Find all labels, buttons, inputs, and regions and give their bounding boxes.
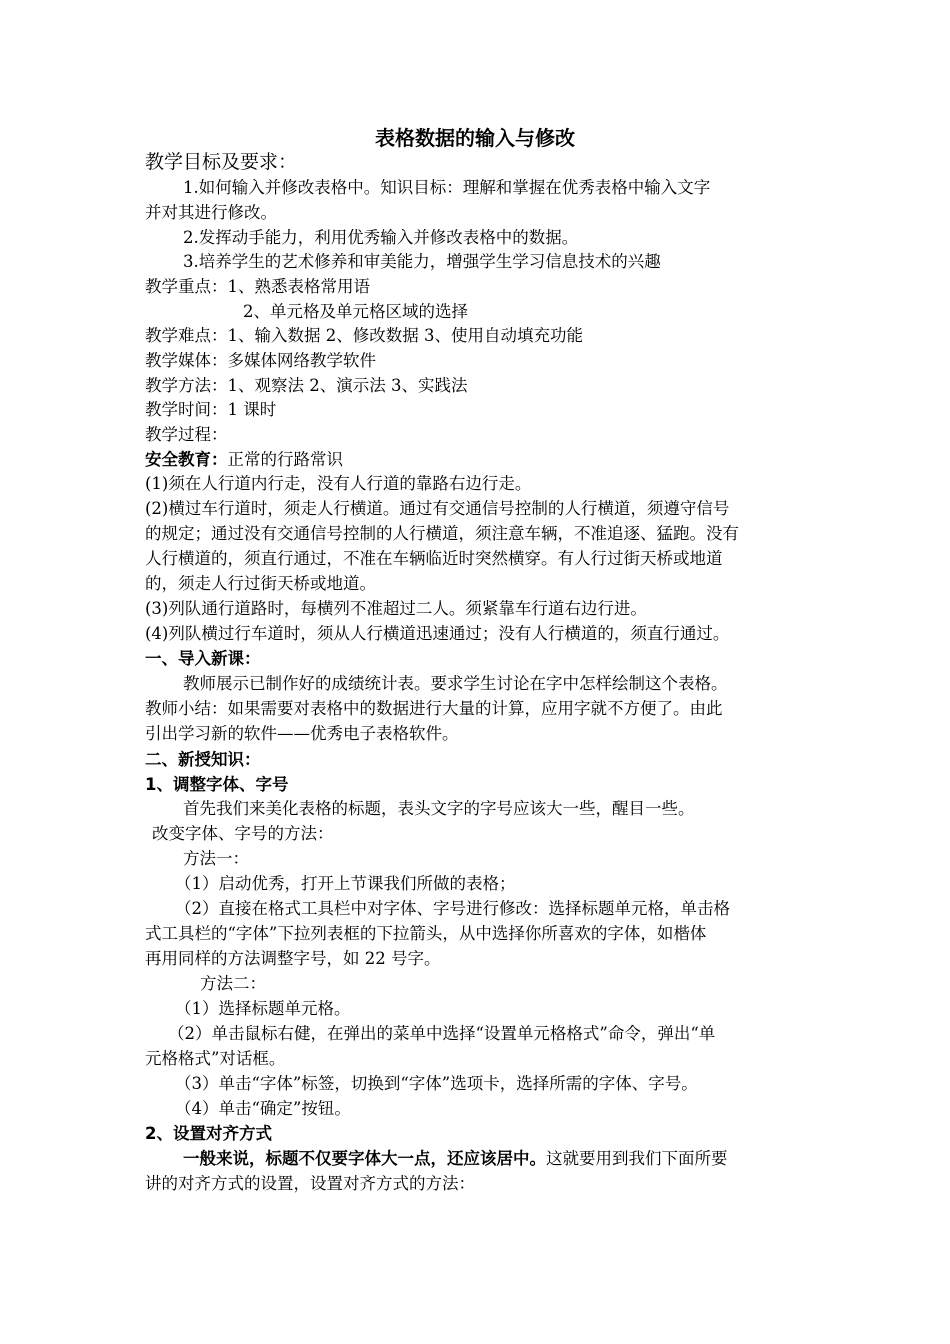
process-heading: 教学过程： xyxy=(145,425,228,444)
alignment-line-2: 讲的对齐方式的设置，设置对齐方式的方法： xyxy=(145,1174,475,1193)
method-1-step-1: （1）启动优秀，打开上节课我们所做的表格； xyxy=(175,874,516,893)
safety-education-label: 安全教育： xyxy=(145,450,228,469)
method-2-step-4: （4）单击“确定”按钮。 xyxy=(175,1099,351,1118)
subsection-1-heading: 1、调整字体、字号 xyxy=(145,775,289,794)
methods: 教学方法：1、观察法 2、演示法 3、实践法 xyxy=(145,376,468,395)
intro-line-2: 教师小结：如果需要对表格中的数据进行大量的计算，应用字就不方便了。由此 xyxy=(145,699,723,718)
safety-rule-4: (4)列队横过行车道时，须从人行横道迅速通过；没有人行横道的，须直行通过。 xyxy=(145,624,730,643)
safety-rule-1: (1)须在人行道内行走，没有人行道的靠路右边行走。 xyxy=(145,474,532,493)
objective-1-line-1: 1.如何输入并修改表格中。知识目标：理解和掌握在优秀表格中输入文字 xyxy=(183,178,711,197)
section-2-heading: 二、新授知识： xyxy=(145,750,261,769)
alignment-plain-text: 这就要用到我们下面所要 xyxy=(546,1149,728,1168)
alignment-line-1 xyxy=(183,1147,728,1171)
safety-rule-2-line-2: 的规定；通过没有交通信号控制的人行横道，须注意车辆，不准追逐、猛跑。没有 xyxy=(145,524,739,543)
subsection-2-heading: 2、设置对齐方式 xyxy=(145,1124,272,1143)
intro-line-3: 引出学习新的软件——优秀电子表格软件。 xyxy=(145,724,459,743)
section-1-heading: 一、导入新课： xyxy=(145,649,261,668)
duration: 教学时间：1 课时 xyxy=(145,400,277,419)
font-intro: 首先我们来美化表格的标题，表头文字的字号应该大一些，醒目一些。 xyxy=(183,799,695,818)
method-2-step-1: （1）选择标题单元格。 xyxy=(175,999,351,1018)
font-methods-label: 改变字体、字号的方法： xyxy=(152,824,334,843)
alignment-bold-text: 一般来说，标题不仅要字体大一点，还应该居中。 xyxy=(183,1149,546,1168)
safety-education-text: 正常的行路常识 xyxy=(227,450,343,469)
objective-2: 2.发挥动手能力，利用优秀输入并修改表格中的数据。 xyxy=(183,228,579,247)
safety-rule-2-line-4: 的，须走人行过街天桥或地道。 xyxy=(145,574,376,593)
method-1-label: 方法一： xyxy=(183,849,249,868)
method-2-step-3: （3）单击“字体”标签，切换到“字体”选项卡，选择所需的字体、字号。 xyxy=(175,1074,698,1093)
safety-rule-2-line-3: 人行横道的，须直行通过，不准在车辆临近时突然横穿。有人行过街天桥或地道 xyxy=(145,549,723,568)
safety-rule-2-line-1: (2)横过车行道时，须走人行横道。通过有交通信号控制的人行横道，须遵守信号 xyxy=(145,499,730,518)
media: 教学媒体：多媒体网络教学软件 xyxy=(145,351,376,370)
method-2-step-2-line-2: 元格格式”对话框。 xyxy=(145,1049,286,1068)
document-title: 表格数据的输入与修改 xyxy=(375,126,575,150)
key-points-line-2: 2、单元格及单元格区域的选择 xyxy=(243,302,468,321)
objective-1-line-2: 并对其进行修改。 xyxy=(145,203,277,222)
safety-education-line xyxy=(145,448,343,472)
method-1-step-2-line-1: （2）直接在格式工具栏中对字体、字号进行修改：选择标题单元格，单击格 xyxy=(175,899,730,918)
method-1-step-2-line-2: 式工具栏的“字体”下拉列表框的下拉箭头，从中选择你所喜欢的字体，如楷体 xyxy=(145,924,707,943)
difficulties: 教学难点：1、输入数据 2、修改数据 3、使用自动填充功能 xyxy=(145,326,583,345)
safety-rule-3: (3)列队通行道路时，每横列不准超过二人。须紧靠车行道右边行进。 xyxy=(145,599,647,618)
method-2-label: 方法二： xyxy=(200,974,266,993)
method-2-step-2-line-1: （2）单击鼠标右健，在弹出的菜单中选择“设置单元格格式”命令，弹出“单 xyxy=(168,1024,716,1043)
objective-3: 3.培养学生的艺术修养和审美能力，增强学生学习信息技术的兴趣 xyxy=(183,252,661,271)
objectives-heading: 教学目标及要求： xyxy=(145,151,298,173)
method-1-step-2-line-3: 再用同样的方法调整字号，如 22 号字。 xyxy=(145,949,441,968)
key-points-line-1: 教学重点：1、熟悉表格常用语 xyxy=(145,277,370,296)
intro-line-1: 教师展示已制作好的成绩统计表。要求学生讨论在字中怎样绘制这个表格。 xyxy=(183,674,728,693)
